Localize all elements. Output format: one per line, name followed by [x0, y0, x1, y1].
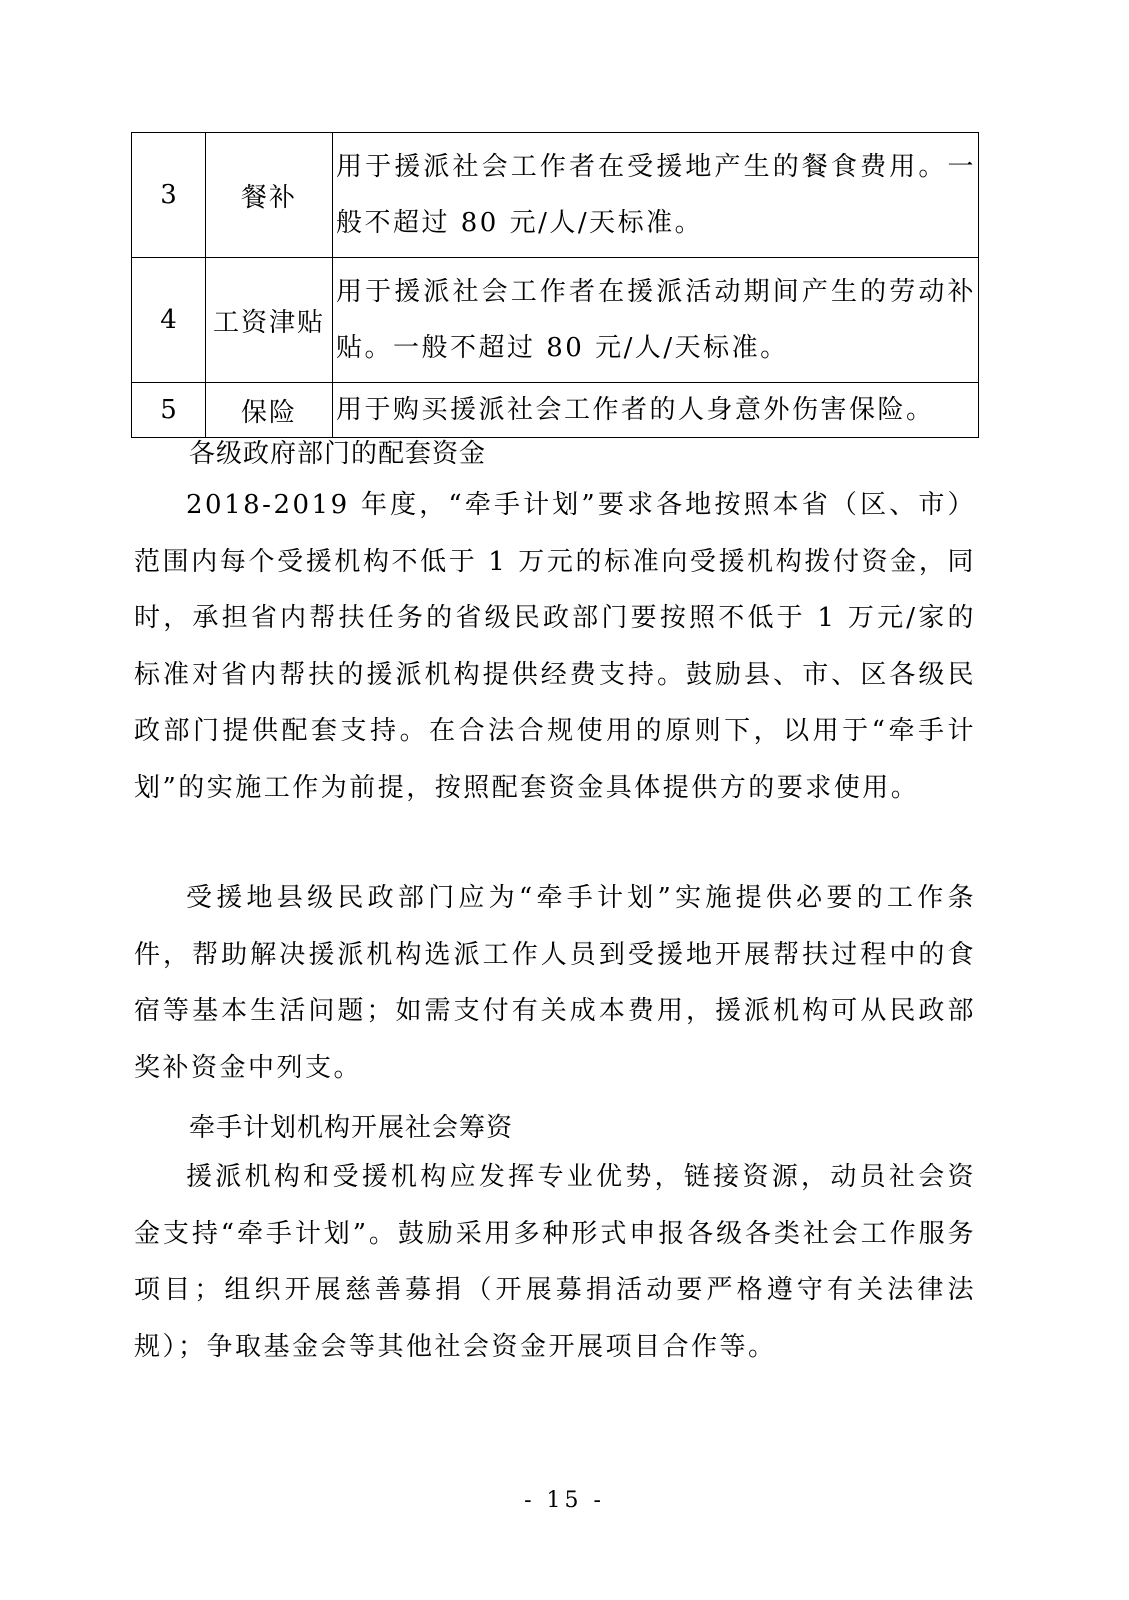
item-name: 餐补	[206, 133, 333, 258]
item-description: 用于购买援派社会工作者的人身意外伤害保险。	[333, 383, 979, 438]
row-number: 5	[132, 383, 206, 438]
paragraph-recipient-support: 受援地县级民政部门应为“牵手计划”实施提供必要的工作条件，帮助解决援派机构选派工作人员到受援地开展帮扶过程中的食宿等基本生活问题；如需支付有关成本费用，援派机构可从民政部奖补资金中列支。	[134, 883, 976, 1083]
item-name: 工资津贴	[206, 258, 333, 383]
item-name: 保险	[206, 383, 333, 438]
row-number: 3	[132, 133, 206, 258]
table-row	[132, 258, 979, 383]
item-description: 用于援派社会工作者在受援地产生的餐食费用。一般不超过 80 元/人/天标准。	[333, 133, 979, 258]
table-row	[132, 133, 979, 258]
page-number: - 15 -	[524, 1488, 605, 1513]
section-heading-matching-funds: 各级政府部门的配套资金	[189, 439, 487, 469]
row-number: 4	[132, 258, 206, 383]
paragraph-social-fundraising: 援派机构和受援机构应发挥专业优势，链接资源，动员社会资金支持“牵手计划”。鼓励采用多种形式申报各级各类社会工作服务项目；组织开展慈善募捐（开展募捐活动要严格遵守有关法律法规）；争取基金会等其他社会资金开展项目合作等。	[134, 1162, 976, 1362]
table-row	[132, 383, 979, 438]
section-heading-social-fundraising: 牵手计划机构开展社会筹资	[189, 1113, 514, 1143]
item-description: 用于援派社会工作者在援派活动期间产生的劳动补贴。一般不超过 80 元/人/天标准。	[333, 258, 979, 383]
expense-table	[131, 132, 979, 438]
paragraph-matching-funds: 2018-2019 年度，“牵手计划”要求各地按照本省（区、市）范围内每个受援机构不低于 1 万元的标准向受援机构拨付资金，同时，承担省内帮扶任务的省级民政部门要按照不低于 1 万元/家的标准对省内帮扶的援派机构提供经费支持。鼓励县、市、区各级民政部门提供配套支持。在合法合规使用的原则下，以用于“牵手计划”的实施工作为前提，按照配套资金具体提供方的要求使用。	[134, 490, 976, 803]
